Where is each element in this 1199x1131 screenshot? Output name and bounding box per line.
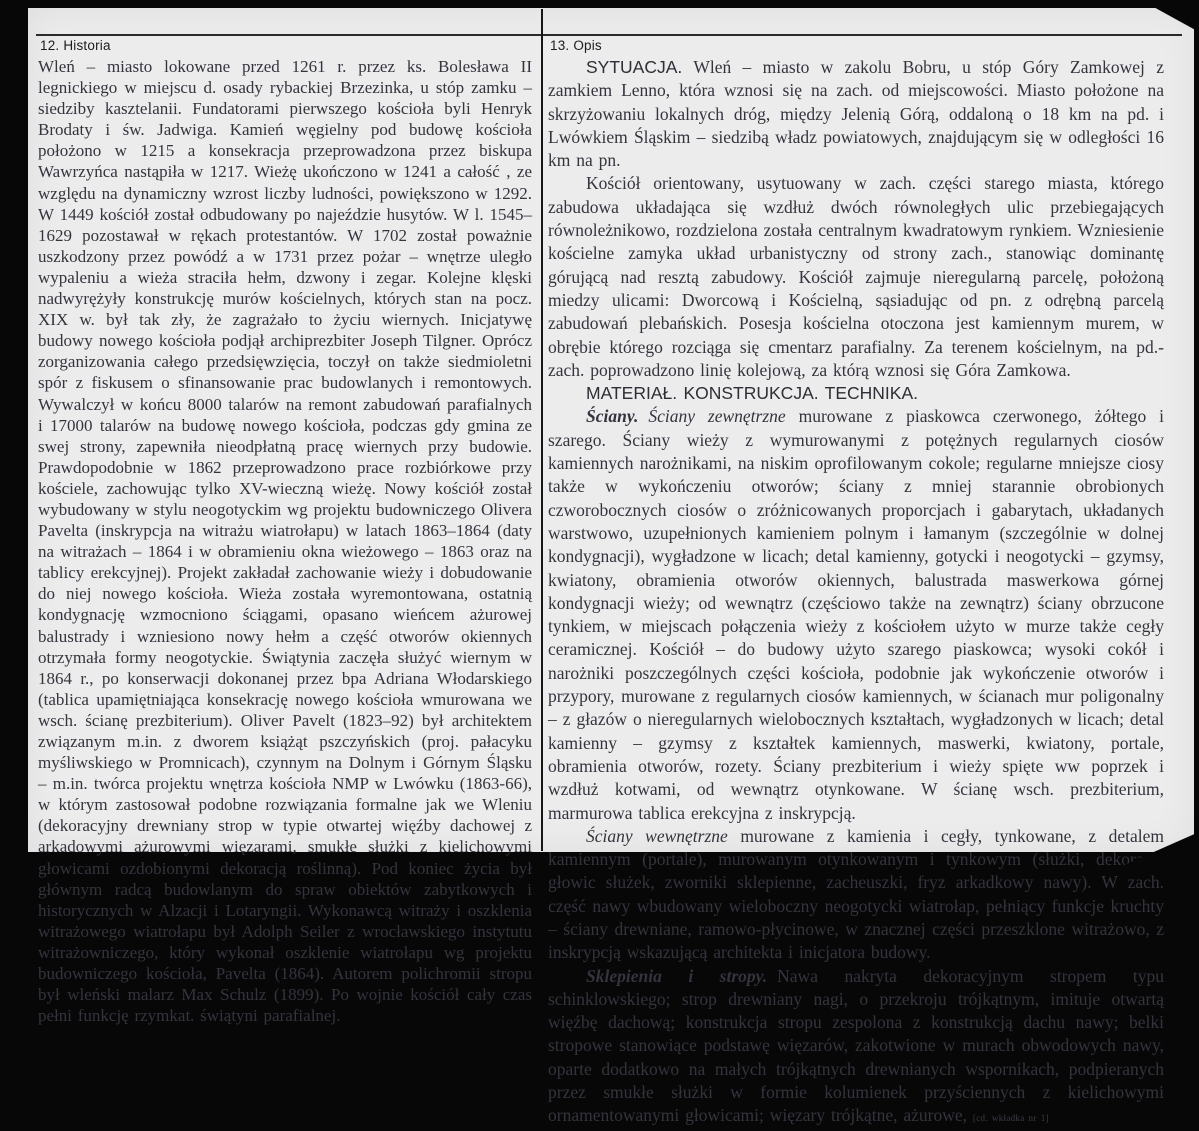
inner-walls-text: murowane z kamienia i cegły, tynkowane, z detalem kamiennym (portale), murowanym otynkowanym i tynkowym (służki, dekoracja głowic służek, zworniki sklepienne, zacheuszki, fryz arkadkowy nawy). W zach. część nawy wbudowany wieloboczny neogotycki wiatrołap, pełniący funkcje kruchty – ściany drewniane, ramowo-płycinowe, w znacznej części przeszklone witrażowo, z inskrypcją wskazującą architekta i inicjatora budowy.: [548, 825, 1164, 963]
historia-paragraph: Wleń – miasto lokowane przed 1261 r. przez ks. Bolesława II legnickiego w miejscu d. osady rybackiej Brzezinka, u stóp zamku – siedziby kasztelanii. Fundatorami pierwszego kościoła byli Henryk Brodaty i św. Jadwiga. Kamień węgielny pod budowę kościoła położono w 1215 a konsekracja przeprowadzona przez biskupa Wawrzyńca nastąpiła w 1217. Wieżę ukończono w 1241 a całość , ze względu na dynamiczny wzrost liczby ludności, powiększono w 1292. W 1449 kościół został odbudowany po najeździe husytów. W l. 1545–1629 pozostawał w rękach protestantów. W 1702 został poważnie uszkodzony przez powódź a w 1731 przez pożar – wnętrze uległo wypaleniu a wieża straciła hełm, dzwony i zegar. Kolejne klęski nadwyrężyły konstrukcję murów kościelnych, których stan na pocz. XIX w. był tak zły, że zagrażało to życiu wiernych. Inicjatywę budowy nowego kościoła podjął archiprezbiter Joseph Tilgner. Oprócz zorganizowania całego przedsięwzięcia, toczył on także siedmioletni spór z fiskusem o sfinansowanie prac budowlanych i remontowych. Wywalczył w końcu 8000 talarów na remont zabudowań parafialnych i 17000 talarów na budowę nowego kościoła, podczas gdy gmina ze swej strony, zapewniła nieodpłatną pracę wiernych przy budowie. Prawdopodobnie w 1862 przeprowadzono prace rozbiórkowe przy kościele, zachowując tylko XV-wieczną wieżę. Nowy kościół został wybudowany w stylu neogotyckim wg projektu budowniczego Olivera Pavelta (inskrypcja na witrażu wiatrołapu) w latach 1863–1864 (daty na witrażach – 1864 i w obramieniu okna wieżowego – 1863 oraz na tablicy erekcyjnej). Projekt zakładał zachowanie wieży i dobudowanie do niej nowego kościoła. Wieża została wyremontowana, ostatnią kondygnację wzmocniono ściągami, opasano wieńcem ażurowej balustrady i wzniesiono nowy hełm a część otworów okiennych otrzymała formy neogotyckie. Świątynia zaczęła służyć wiernym w 1864 r., po konserwacji dokonanej przez bpa Adriana Włodarskiego (tablica upamiętniająca konsekrację nowego kościoła wmurowana we wsch. ścianę prezbiterium). Oliver Pavelt (1823–92) był architektem związanym m.in. z dworem książąt pszczyńskich (proj. pałacyku myśliwskiego w Promnicach), czynnym na Dolnym i Górnym Śląsku – m.in. twórca projektu wnętrza kościoła NMP w Lwówku (1863-66), w którym zastosował podobne rozwiązania formalne jak we Wleniu (dekoracyjny drewniany strop w typie otwartej więźby dachowej z arkadowymi ażurowymi więzarami, smukłe służki z kielichowymi głowicami ozdobionymi dekoracją roślinną). Pod koniec życia był głównym radcą budowlanym do spraw obiektów zabytkowych i historycznych w Alzacji i Lotaryngii. Wykonawcą witraży i oszklenia witrażowego wiatrołapu był Adolph Seiler z wrocławskiego instytutu witrażowniczego, który wykonał oszklenie wiatrołapu wg projektu budowniczego kościoła, Pavelta (1864). Autorem polichromii stropu był wleński malarz Max Schulz (1899). Po wojnie kościół cały czas pełni funkcję rzymkat. świątyni parafialnej.: [38, 57, 532, 1026]
scan-corner-top-right: [1141, 0, 1199, 32]
right-column-header: 13. Opis: [550, 38, 602, 53]
walls-paragraph: [548, 405, 1164, 824]
material-section-heading: MATERIAŁ. KONSTRUKCJA. TECHNIKA.: [586, 383, 918, 404]
column-divider: [541, 9, 543, 851]
scan-corner-bottom-right: [1104, 832, 1199, 874]
location-paragraph: Kościół orientowany, usytuowany w zach. części starego miasta, którego zabudowa układająca się wzdłuż dwóch równoległych ulic przebiegających równoleżnikowo, rozdzielona została centralnym kwadratowym rynkiem. Wzniesienie kościelne zamyka układ urbanistyczny od strony zach., stanowiąc dominantę górującą nad resztą zabudowy. Kościół zajmuje nieregularną parcelę, położoną miedzy ulicami: Dworcową i Kościelną, sąsiadując od pn. z odrębną parcelą zabudowań plebańskich. Posesja kościelna otoczona jest kamiennym murem, w obrębie którego rozciąga się cmentarz parafialny. Za terenem kościelnym, na pd.-zach. poprowadzono linię kolejową, za którą wznosi się Góra Zamkowa.: [548, 173, 1164, 380]
paper-sheet: [28, 8, 1194, 1126]
walls-text: murowane z piaskowca czerwonego, żółtego i szarego. Ściany wieży z wymurowanymi z potężnych regularnych ciosów kamiennych narożnikami, na niskim oprofilowanym cokole; regularne mniejsze ciosy także w wykończeniu otworów; ściany z mniej starannie obrobionych czworobocznych ciosów o zróżnicowanych proporcjach i gabarytach, układanych warstwowo, uzupełnionych kamieniem polnym i łamanym (szczególnie w dolnej kondygnacji), wygładzone w licach; detal kamienny, gotycki i neogotycki – gzymsy, kwiatony, obramienia otworów okiennych, balustrada maswerkowa górnej kondygnacji wieży; od wewnątrz (częściowo także na zewnątrz) ściany obrzucone tynkiem, w miejscach połączenia wieży z kościołem użyto w murze także cegły ceramicznej. Kościół – do budowy użyto szarego piaskowca; wysoki cokół i narożniki poszczególnych części kościoła, podobnie jak wykończenie otworów i przypory, murowane z regularnych ciosów kamiennych, w ścianach mur poligonalny – z głazów o nieregularnych wielobocznych kształtach, wygładzonych w licach; detal kamienny – gzymsy z kształtek kamiennych, maswerki, kwiatony, portale, obramienia otworów, rozety. Ściany prezbiterium i wieży spięte ww poprzek i wzdłuż kotwami, od wewnątrz otynkowane. W ścianę wsch. prezbiterium, marmurowa tablica erekcyjna z inskrypcją.: [548, 406, 1164, 823]
inner-walls-lead: Ściany wewnętrzne: [586, 825, 728, 846]
left-column-header: 12. Historia: [40, 38, 111, 53]
walls-lead: Ściany.: [586, 406, 639, 427]
right-column-opis: [548, 38, 1164, 1131]
outer-walls-lead: Ściany zewnętrzne: [648, 406, 786, 427]
ceilings-text: Nawa nakryta dekoracyjnym stropem typu schinklowskiego; strop drewniany nagi, o przekroju trójkątnym, imituje otwartą więźbę dachową; konstrukcja stropu zespolona z konstrukcją dachu nawy; belki stropowe stanowiące podstawę więzarów, zakotwione w murach obwodowych nawy, oparte dodatkowo na małych trójkątnych drewnianych wspornikach, podpieranych przez smukłe służki w formie kolumienek przyściennych z kielichowymi ornamentowanymi głowicami; więzary trójkątne, ażurowe,: [548, 965, 1164, 1126]
ceilings-lead: Sklepienia i stropy.: [586, 965, 768, 986]
left-column-historia: [38, 38, 532, 1026]
situation-lead: SYTUACJA.: [586, 57, 683, 77]
top-rule: [36, 34, 1182, 36]
ceilings-paragraph: [548, 965, 1164, 1131]
situation-paragraph: [548, 56, 1164, 172]
inner-walls-paragraph: [548, 825, 1164, 965]
situation-text: Wleń – miasto w zakolu Bobru, u stóp Góry Zamkowej z zamkiem Lenno, która wznosi się na zach. od miejscowości. Miasto położone na skrzyżowaniu lokalnych dróg, między Jelenią Górą, oddaloną o 18 km na pd. i Lwówkiem Śląskim – siedzibą władz powiatowych, znajdującym się w odległości 16 km na pn.: [548, 57, 1164, 171]
continuation-footnote: [cd. wkładka nr 1]: [972, 1113, 1049, 1124]
